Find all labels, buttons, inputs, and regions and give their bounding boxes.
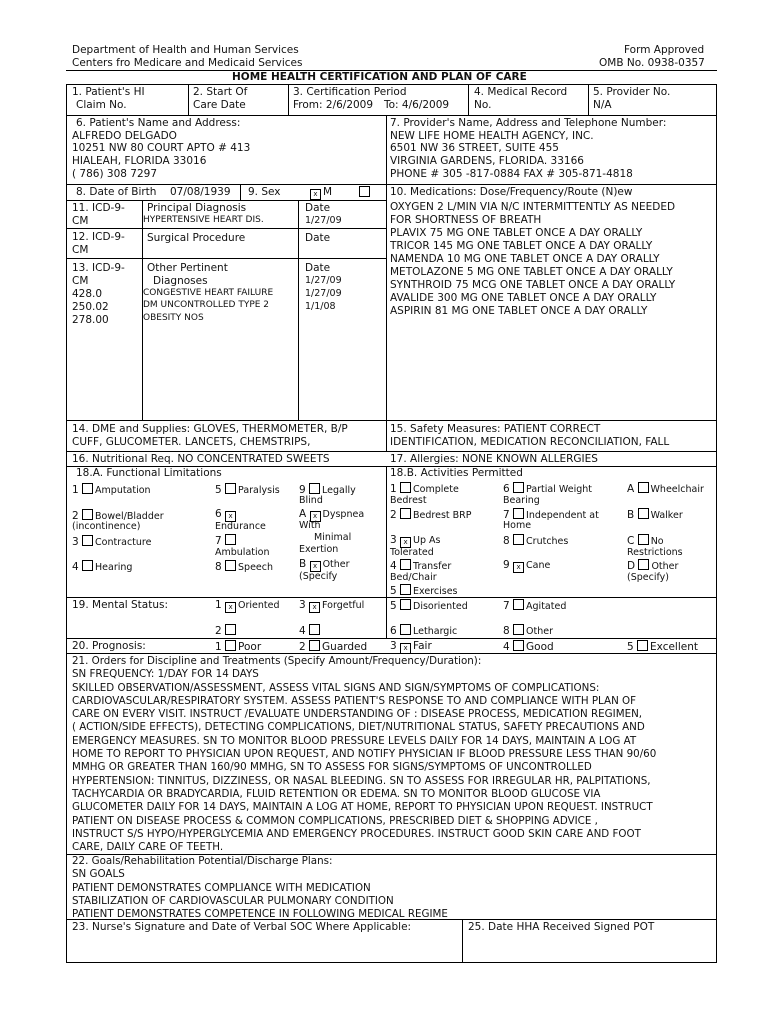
orders-line: 21. Orders for Discipline and Treatments (Specify Amount/Frequency/Duration): bbox=[72, 655, 482, 667]
rule bbox=[588, 84, 589, 115]
provider-address-1: 6501 NW 36 STREET, SUITE 455 bbox=[390, 142, 559, 154]
checkbox-icon[interactable] bbox=[400, 624, 411, 635]
medication-line: NAMENDA 10 MG ONE TABLET ONCE A DAY ORALLY bbox=[390, 253, 660, 265]
rule bbox=[66, 638, 717, 639]
checkbox-icon[interactable] bbox=[400, 508, 411, 519]
pr-label: Fair bbox=[413, 640, 432, 652]
provider-no-value: N/A bbox=[593, 99, 612, 111]
fl-label: Legally bbox=[322, 485, 356, 496]
principal-diagnosis-title: Principal Diagnosis bbox=[147, 202, 247, 214]
ap-label: Complete bbox=[413, 484, 459, 495]
ap-number: D bbox=[627, 560, 636, 572]
ap-transfer[interactable] bbox=[390, 559, 451, 573]
checkbox-icon[interactable] bbox=[400, 599, 411, 610]
rule bbox=[66, 420, 717, 421]
checkbox-icon[interactable] bbox=[513, 640, 524, 651]
ap-number: B bbox=[627, 509, 635, 521]
ap-crutches[interactable] bbox=[503, 534, 568, 548]
checkbox-icon[interactable]: x bbox=[309, 602, 320, 613]
ms-label: Disoriented bbox=[413, 601, 468, 612]
fl-number: 5 bbox=[215, 484, 222, 496]
surgical-date-label: Date bbox=[305, 232, 331, 244]
fl-number: 8 bbox=[215, 561, 222, 573]
orders-line: HOME TO REPORT TO PHYSICIAN UPON REQUEST, AND NOTIFY PHYSICIAN IF BLOOD PRESSURE LESS THAN 90/60 bbox=[72, 748, 657, 761]
ap-label: Transfer bbox=[413, 561, 452, 572]
cert-to: To: 4/6/2009 bbox=[384, 99, 450, 111]
sex-female-option[interactable] bbox=[359, 186, 372, 200]
pr-number: 5 bbox=[627, 641, 634, 653]
ms-other[interactable] bbox=[503, 624, 553, 638]
fl-number: A bbox=[299, 508, 307, 520]
ap-label: Bearing bbox=[503, 495, 540, 506]
form-approved: Form Approved bbox=[624, 44, 705, 56]
ap-number: 2 bbox=[390, 509, 397, 521]
fl-endurance[interactable] bbox=[215, 508, 238, 522]
ap-label: Home bbox=[503, 520, 532, 531]
allergies: 17. Allergies: NONE KNOWN ALLERGIES bbox=[390, 453, 598, 465]
fl-label: Other bbox=[322, 559, 350, 570]
ap-number: 4 bbox=[390, 560, 397, 572]
orders-line: MMHG OR GREATER THAN 160/90 MMHG, SN TO ASSESS FOR SIGNS/SYMPTOMS OF UNCONTROLLED bbox=[72, 761, 592, 774]
goals-line: PATIENT DEMONSTRATES COMPETENCE IN FOLLOWING MEDICAL REGIME bbox=[72, 908, 448, 921]
rule bbox=[66, 962, 717, 963]
cert-from: From: 2/6/2009 bbox=[293, 99, 374, 111]
ap-number: 1 bbox=[390, 483, 397, 495]
pr-number: 1 bbox=[215, 641, 222, 653]
fl-label: With bbox=[299, 520, 321, 531]
goals-line: 22. Goals/Rehabilitation Potential/Discharge Plans: bbox=[72, 855, 333, 867]
fl-number: B bbox=[299, 558, 307, 570]
rule bbox=[66, 84, 717, 85]
orders-line: TACHYCARDIA OR BRADYCARDIA, FLUID RETENTION OR EDEMA. SN TO MONITOR BLOOD GLUCOSE VIA bbox=[72, 787, 601, 800]
principal-date: 1/27/09 bbox=[305, 215, 342, 226]
fl-label: (Specify bbox=[299, 571, 338, 582]
checkbox-icon[interactable] bbox=[82, 509, 93, 520]
fl-hearing[interactable] bbox=[72, 560, 132, 574]
checkbox-icon[interactable] bbox=[309, 483, 320, 494]
pr-number: 2 bbox=[299, 641, 306, 653]
checkbox-icon[interactable]: x bbox=[310, 189, 321, 200]
fl-ambulation[interactable] bbox=[215, 534, 238, 548]
pr-label: Poor bbox=[238, 641, 262, 653]
fl-contracture[interactable] bbox=[72, 535, 151, 549]
ap-label: Bedrest bbox=[390, 495, 427, 506]
checkbox-icon[interactable]: x bbox=[400, 643, 411, 654]
fl-number: 6 bbox=[215, 508, 222, 520]
checkbox-icon[interactable] bbox=[400, 482, 411, 493]
checkbox-icon[interactable] bbox=[225, 560, 236, 571]
dept-line-1: Department of Health and Human Services bbox=[72, 44, 299, 56]
rule bbox=[462, 919, 463, 962]
orders-line: CARDIOVASCULAR/RESPIRATORY SYSTEM. ASSESS PATIENT'S RESPONSE TO AND COMPLIANCE WITH PLAN OF bbox=[72, 694, 637, 707]
ap-label: Partial Weight bbox=[526, 484, 593, 495]
fl-label: Ambulation bbox=[215, 547, 270, 558]
fl-number: 7 bbox=[215, 535, 222, 547]
ms-option-4[interactable] bbox=[299, 624, 322, 638]
ms-number: 3 bbox=[299, 599, 306, 611]
ms-label: Forgetful bbox=[322, 600, 365, 611]
ap-complete-bedrest[interactable] bbox=[390, 482, 459, 496]
ms-label: Other bbox=[526, 626, 554, 637]
ap-partial-weight[interactable] bbox=[503, 482, 592, 496]
checkbox-icon[interactable] bbox=[513, 534, 524, 545]
orders-line: CARE, DAILY CARE OF TEETH. bbox=[72, 841, 224, 854]
ms-forgetful[interactable] bbox=[299, 599, 364, 613]
fl-label: Bowel/Bladder bbox=[95, 511, 164, 522]
checkbox-icon[interactable]: x bbox=[225, 602, 236, 613]
ms-number: 5 bbox=[390, 600, 397, 612]
dme-line-1: 14. DME and Supplies: GLOVES, THERMOMETER, B/P bbox=[72, 423, 348, 435]
sex-male-label: M bbox=[323, 186, 333, 198]
ms-number: 8 bbox=[503, 625, 510, 637]
orders-line: SN FREQUENCY: 1/DAY FOR 14 DAYS bbox=[72, 668, 259, 681]
date-hha-received-label: 25. Date HHA Received Signed POT bbox=[468, 921, 655, 933]
checkbox-icon[interactable] bbox=[513, 624, 524, 635]
ap-other[interactable] bbox=[627, 559, 678, 573]
ap-number: 9 bbox=[503, 559, 510, 571]
other-diagnoses-title: Other Pertinent bbox=[147, 262, 228, 274]
checkbox-icon[interactable] bbox=[638, 534, 649, 545]
diagnosis-name: OBESITY NOS bbox=[143, 313, 204, 323]
ap-label: Crutches bbox=[526, 536, 569, 547]
field-5-label: 5. Provider No. bbox=[593, 86, 671, 98]
ap-number: 6 bbox=[503, 483, 510, 495]
ms-number: 6 bbox=[390, 625, 397, 637]
medication-line: ASPIRIN 81 MG ONE TABLET ONCE A DAY ORALLY bbox=[390, 305, 648, 317]
dob-value: 07/08/1939 bbox=[170, 186, 231, 198]
fl-number: 4 bbox=[72, 561, 79, 573]
pr-label: Excellent bbox=[650, 641, 698, 653]
provider-address-2: VIRGINIA GARDENS, FLORIDA. 33166 bbox=[390, 155, 584, 167]
ap-wheelchair[interactable] bbox=[627, 482, 704, 496]
ms-label: Lethargic bbox=[413, 626, 458, 637]
checkbox-icon[interactable] bbox=[638, 508, 649, 519]
orders-line: GLUCOMETER DAILY FOR 14 DAYS, MAINTAIN A LOG AT HOME, REPORT TO PHYSICIAN UPON REQUEST. INSTRUCT bbox=[72, 801, 653, 814]
ap-number: 7 bbox=[503, 509, 510, 521]
checkbox-icon[interactable]: x bbox=[225, 511, 236, 522]
medication-line: FOR SHORTNESS OF BREATH bbox=[390, 214, 542, 226]
dept-line-2: Centers fro Medicare and Medicaid Services bbox=[72, 57, 303, 69]
ms-agitated[interactable] bbox=[503, 599, 566, 613]
pr-fair[interactable] bbox=[390, 640, 432, 654]
surgical-procedure-title: Surgical Procedure bbox=[147, 232, 246, 244]
fl-label: Contracture bbox=[95, 537, 152, 548]
field-2-label-b: Care Date bbox=[193, 99, 246, 111]
medication-line: TRICOR 145 MG ONE TABLET ONCE A DAY ORALLY bbox=[390, 240, 653, 252]
field-2-label: 2. Start Of bbox=[193, 86, 248, 98]
fl-other[interactable] bbox=[299, 558, 350, 572]
ap-no-restrictions[interactable] bbox=[627, 534, 664, 548]
sex-male-option[interactable] bbox=[310, 186, 332, 200]
provider-phone: PHONE # 305 -817-0884 FAX # 305-871-4818 bbox=[390, 168, 633, 180]
checkbox-icon[interactable] bbox=[82, 535, 93, 546]
rule bbox=[288, 84, 289, 115]
ap-number: 8 bbox=[503, 535, 510, 547]
checkbox-icon[interactable]: x bbox=[513, 562, 524, 573]
checkbox-icon[interactable] bbox=[82, 483, 93, 494]
safety-line-2: IDENTIFICATION, MEDICATION RECONCILIATION, FALL bbox=[390, 436, 670, 448]
ap-walker[interactable] bbox=[627, 508, 683, 522]
checkbox-icon[interactable] bbox=[513, 508, 524, 519]
pr-label: Good bbox=[526, 641, 554, 653]
provider-name: NEW LIFE HOME HEALTH AGENCY, INC. bbox=[390, 130, 594, 142]
medication-line: METOLAZONE 5 MG ONE TABLET ONCE A DAY ORALLY bbox=[390, 266, 673, 278]
diagnosis-date: 1/1/08 bbox=[305, 301, 336, 312]
dme-line-2: CUFF, GLUCOMETER. LANCETS, CHEMSTRIPS, bbox=[72, 436, 311, 448]
ap-label: Restrictions bbox=[627, 547, 683, 558]
ms-lethargic[interactable] bbox=[390, 624, 457, 638]
orders-line: INSTRUCT S/S HYPO/HYPERGLYCEMIA AND EMERGENCY PROCEDURES. INSTRUCT GOOD SKIN CARE AND FOOT bbox=[72, 827, 641, 840]
pr-excellent[interactable] bbox=[627, 640, 698, 654]
fl-number: 1 bbox=[72, 484, 79, 496]
fl-amputation[interactable] bbox=[72, 483, 151, 497]
ap-label: Exercises bbox=[413, 586, 458, 597]
ap-label: Bed/Chair bbox=[390, 572, 437, 583]
checkbox-icon[interactable] bbox=[637, 640, 648, 651]
medications-label: 10. Medications: Dose/Frequency/Route (N)ew bbox=[390, 186, 633, 198]
rule bbox=[240, 184, 241, 200]
fl-number: 9 bbox=[299, 484, 306, 496]
checkbox-icon[interactable]: x bbox=[310, 511, 321, 522]
rule bbox=[66, 70, 717, 71]
checkbox-icon[interactable] bbox=[513, 599, 524, 610]
goals-line: PATIENT DEMONSTRATES COMPLIANCE WITH MEDICATION bbox=[72, 881, 371, 894]
orders-block bbox=[72, 655, 712, 854]
icd-11-label-b: CM bbox=[72, 215, 89, 227]
fl-number: 2 bbox=[72, 510, 79, 522]
orders-line: HYPERTENSION: TINNITUS, DIZZINESS, OR NASAL BLEEDING. SN TO ASSESS FOR IRREGULAR HR, PALPITATIONS, bbox=[72, 774, 651, 787]
orders-line: PATIENT ON DISEASE PROCESS & COMMON COMPLICATIONS, PRESCRIBED DIET & SHOPPING ADVICE , bbox=[72, 814, 598, 827]
diagnosis-name: CONGESTIVE HEART FAILURE bbox=[143, 288, 274, 298]
fl-label: Paralysis bbox=[238, 485, 280, 496]
fl-label: Exertion bbox=[299, 544, 339, 555]
fl-label: Endurance bbox=[215, 521, 266, 532]
checkbox-icon[interactable] bbox=[82, 560, 93, 571]
checkbox-icon[interactable] bbox=[400, 584, 411, 595]
checkbox-icon[interactable] bbox=[309, 624, 320, 635]
rule bbox=[66, 258, 386, 259]
prognosis-label: 20. Prognosis: bbox=[72, 640, 146, 652]
nutritional-requirements: 16. Nutritional Req. NO CONCENTRATED SWEETS bbox=[72, 453, 330, 465]
nurse-signature-field[interactable] bbox=[70, 936, 458, 960]
rule bbox=[66, 228, 386, 229]
icd-12-label: 12. ICD-9- bbox=[72, 231, 125, 243]
fl-label: (incontinence) bbox=[72, 521, 141, 532]
rule bbox=[66, 200, 386, 201]
orders-line: EMERGENCY MEASURES. SN TO MONITOR BLOOD PRESSURE LEVELS DAILY FOR 14 DAYS, MAINTAIN A LOG AT bbox=[72, 734, 637, 747]
fl-label: Blind bbox=[299, 495, 323, 506]
fl-label: Hearing bbox=[95, 562, 133, 573]
mental-status-label: 19. Mental Status: bbox=[72, 599, 169, 611]
ap-cane[interactable] bbox=[503, 559, 550, 573]
checkbox-icon[interactable] bbox=[309, 640, 320, 651]
checkbox-icon[interactable] bbox=[638, 482, 649, 493]
sex-label: 9. Sex bbox=[248, 186, 281, 198]
ap-label: Wheelchair bbox=[650, 484, 704, 495]
ap-up-as-tolerated[interactable] bbox=[390, 534, 440, 548]
orders-line: SKILLED OBSERVATION/ASSESSMENT, ASSESS VITAL SIGNS AND SIGN/SYMPTOMS OF COMPLICATIONS: bbox=[72, 681, 600, 694]
ap-label: Up As bbox=[413, 535, 441, 546]
field-3-label: 3. Certification Period bbox=[293, 86, 407, 98]
diagnosis-date: 1/27/09 bbox=[305, 288, 342, 299]
ms-disoriented[interactable] bbox=[390, 599, 468, 613]
goals-block bbox=[72, 855, 712, 921]
icd-13-label: 13. ICD-9- bbox=[72, 262, 125, 274]
fl-label: Minimal bbox=[314, 532, 352, 543]
dob-label: 8. Date of Birth bbox=[76, 186, 157, 198]
medication-line: OXYGEN 2 L/MIN VIA N/C INTERMITTENTLY AS NEEDED bbox=[390, 201, 676, 213]
pr-label: Guarded bbox=[322, 641, 368, 653]
icd-code: 278.00 bbox=[72, 314, 109, 326]
date-hha-received-field[interactable] bbox=[466, 936, 712, 960]
diagnosis-date: 1/27/09 bbox=[305, 275, 342, 286]
pr-number: 4 bbox=[503, 641, 510, 653]
fl-number: 3 bbox=[72, 536, 79, 548]
rule bbox=[66, 84, 67, 962]
patient-address-1: 10251 NW 80 COURT APTO # 413 bbox=[72, 142, 251, 154]
rule bbox=[716, 84, 717, 962]
pr-poor[interactable] bbox=[215, 640, 261, 654]
provider-label: 7. Provider's Name, Address and Telephone Number: bbox=[390, 117, 667, 129]
fl-label: Speech bbox=[238, 562, 274, 573]
checkbox-icon[interactable] bbox=[225, 483, 236, 494]
ms-number: 4 bbox=[299, 625, 306, 637]
pr-good[interactable] bbox=[503, 640, 554, 654]
other-date-label: Date bbox=[305, 262, 331, 274]
ap-label: No bbox=[650, 536, 664, 547]
fl-label: Amputation bbox=[95, 485, 151, 496]
ap-label: Bedrest BRP bbox=[413, 510, 472, 521]
ap-number: 3 bbox=[390, 534, 397, 546]
ms-option-2[interactable] bbox=[215, 624, 238, 638]
functional-limitations-label: 18.A. Functional Limitations bbox=[76, 467, 222, 479]
goals-line: SN GOALS bbox=[72, 868, 125, 881]
ms-number: 7 bbox=[503, 600, 510, 612]
checkbox-icon[interactable] bbox=[638, 559, 649, 570]
ms-number: 1 bbox=[215, 599, 222, 611]
icd-13-label-b: CM bbox=[72, 275, 89, 287]
checkbox-icon[interactable]: x bbox=[400, 537, 411, 548]
field-1-label: 1. Patient's HI bbox=[72, 86, 145, 98]
goals-line: STABILIZATION OF CARDIOVASCULAR PULMONARY CONDITION bbox=[72, 894, 394, 907]
ap-number: 5 bbox=[390, 585, 397, 597]
rule bbox=[468, 84, 469, 115]
pr-number: 3 bbox=[390, 640, 397, 652]
icd-12-label-b: CM bbox=[72, 244, 89, 256]
ap-number: C bbox=[627, 535, 635, 547]
nurse-signature-label: 23. Nurse's Signature and Date of Verbal SOC Where Applicable: bbox=[72, 921, 412, 933]
safety-line-1: 15. Safety Measures: PATIENT CORRECT bbox=[390, 423, 601, 435]
orders-line: ( ACTION/SIDE EFFECTS), DETECTING COMPLICATIONS, DIET/NUTRITIONAL STATUS, SAFETY PRECAUTIONS AND bbox=[72, 721, 645, 734]
form-title: HOME HEALTH CERTIFICATION AND PLAN OF CARE bbox=[232, 71, 527, 83]
rule bbox=[66, 451, 717, 452]
other-diagnoses-title-b: Diagnoses bbox=[153, 275, 208, 287]
medication-line: AVALIDE 300 MG ONE TABLET ONCE A DAY ORALLY bbox=[390, 292, 657, 304]
ap-number: A bbox=[627, 483, 635, 495]
ms-oriented[interactable] bbox=[215, 599, 280, 613]
field-4-label-b: No. bbox=[474, 99, 492, 111]
checkbox-icon[interactable] bbox=[225, 624, 236, 635]
checkbox-icon[interactable] bbox=[225, 534, 236, 545]
rule bbox=[188, 84, 189, 115]
omb-number: OMB No. 0938-0357 bbox=[599, 57, 705, 69]
icd-code: 250.02 bbox=[72, 301, 109, 313]
ap-exercises[interactable] bbox=[390, 584, 458, 598]
ap-label: Independent at bbox=[526, 510, 599, 521]
fl-speech[interactable] bbox=[215, 560, 273, 574]
ap-bedrest-brp[interactable] bbox=[390, 508, 472, 522]
medication-line: SYNTHROID 75 MCG ONE TABLET ONCE A DAY ORALLY bbox=[390, 279, 676, 291]
checkbox-icon[interactable] bbox=[359, 186, 370, 197]
checkbox-icon[interactable] bbox=[400, 559, 411, 570]
rule bbox=[66, 184, 717, 185]
activities-permitted-label: 18.B. Activities Permitted bbox=[390, 467, 523, 479]
rule bbox=[386, 466, 387, 638]
medication-line: PLAVIX 75 MG ONE TABLET ONCE A DAY ORALLY bbox=[390, 227, 643, 239]
patient-name: ALFREDO DELGADO bbox=[72, 130, 177, 142]
field-4-label: 4. Medical Record bbox=[474, 86, 568, 98]
patient-label: 6. Patient's Name and Address: bbox=[76, 117, 241, 129]
rule bbox=[386, 115, 387, 451]
ap-label: Tolerated bbox=[390, 547, 434, 558]
rule bbox=[66, 115, 717, 116]
fl-label: Dyspnea bbox=[322, 509, 365, 520]
fl-paralysis[interactable] bbox=[215, 483, 280, 497]
checkbox-icon[interactable] bbox=[225, 640, 236, 651]
patient-phone: ( 786) 308 7297 bbox=[72, 168, 158, 180]
icd-code: 428.0 bbox=[72, 288, 103, 300]
field-1-label-b: Claim No. bbox=[76, 99, 127, 111]
ap-label: Other bbox=[651, 561, 679, 572]
ap-label: Walker bbox=[650, 510, 683, 521]
ms-label: Oriented bbox=[238, 600, 280, 611]
ms-number: 2 bbox=[215, 625, 222, 637]
ap-label: (Specify) bbox=[627, 572, 669, 583]
principal-date-label: Date bbox=[305, 202, 331, 214]
diagnosis-name: DM UNCONTROLLED TYPE 2 bbox=[143, 300, 270, 310]
ap-label: Cane bbox=[526, 560, 551, 571]
patient-address-2: HIALEAH, FLORIDA 33016 bbox=[72, 155, 207, 167]
orders-line: CARE ON EVERY VISIT. INSTRUCT /EVALUATE UNDERSTANDING OF : DISEASE PROCESS, MEDICATION REGIMEN, bbox=[72, 708, 643, 721]
pr-guarded[interactable] bbox=[299, 640, 367, 654]
rule bbox=[298, 200, 299, 420]
checkbox-icon[interactable] bbox=[513, 482, 524, 493]
icd-11-label: 11. ICD-9- bbox=[72, 202, 125, 214]
checkbox-icon[interactable]: x bbox=[310, 561, 321, 572]
principal-diagnosis-value: HYPERTENSIVE HEART DIS. bbox=[143, 215, 264, 225]
ms-label: Agitated bbox=[526, 601, 567, 612]
